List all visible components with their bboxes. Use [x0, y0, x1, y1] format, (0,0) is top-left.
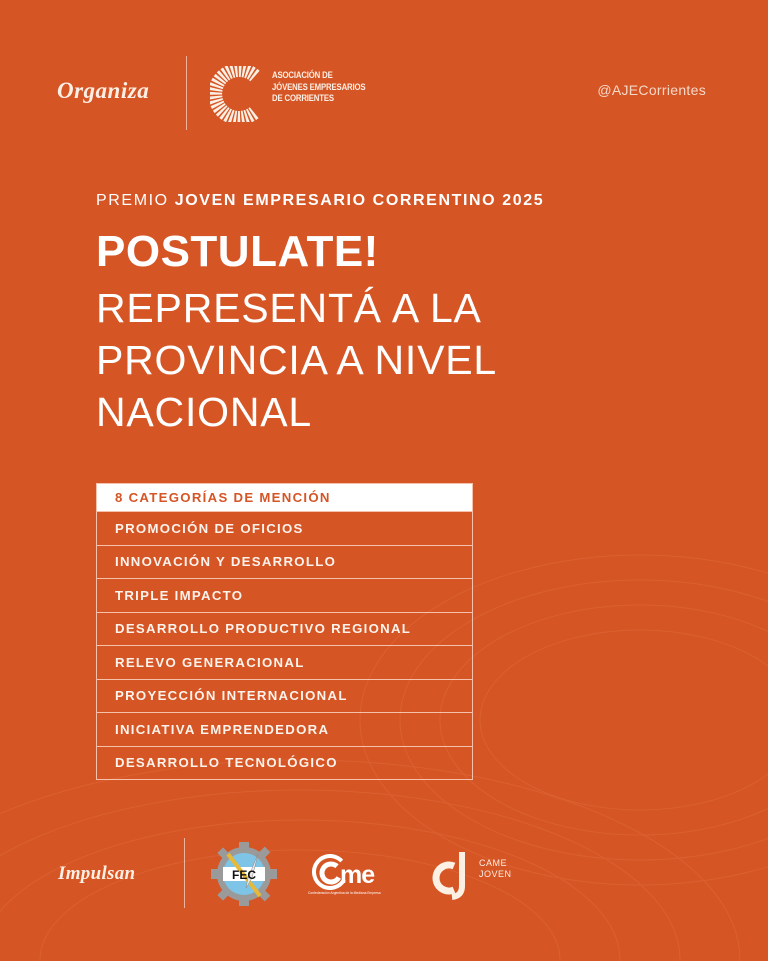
came-joven-name: CAME JOVEN — [479, 858, 512, 879]
aje-c-logo-icon — [210, 66, 266, 122]
footer-divider — [184, 838, 185, 908]
category-item: PROMOCIÓN DE OFICIOS — [97, 511, 472, 545]
subtitle: REPRESENTÁ A LA PROVINCIA A NIVEL NACIONAL — [96, 285, 497, 435]
categories-header: 8 CATEGORÍAS DE MENCIÓN — [97, 484, 472, 511]
social-handle: @AJECorrientes — [597, 82, 706, 98]
header-divider — [186, 56, 187, 130]
impulsan-label: Impulsan — [58, 863, 136, 884]
category-item: INNOVACIÓN Y DESARROLLO — [97, 545, 472, 579]
category-item: DESARROLLO PRODUCTIVO REGIONAL — [97, 612, 472, 646]
came-subtitle: Confederación Argentina de la Mediana Empresa — [308, 891, 381, 895]
organiza-label: Organiza — [57, 78, 150, 103]
svg-text:me: me — [340, 861, 375, 889]
category-item: PROYECCIÓN INTERNACIONAL — [97, 679, 472, 713]
categories-table — [96, 483, 473, 780]
came-joven-logo-icon — [432, 846, 474, 900]
fec-gear-logo-icon — [208, 840, 280, 908]
category-item: TRIPLE IMPACTO — [97, 578, 472, 612]
svg-text:FEC: FEC — [232, 868, 256, 882]
organizer-name: ASOCIACIÓN DE JÓVENES EMPRESARIOS DE CORRIENTES — [272, 70, 366, 104]
award-kicker: PREMIO JOVEN EMPRESARIO CORRENTINO 2025 — [96, 192, 545, 209]
main-title: POSTULATE! — [96, 227, 379, 276]
category-item: RELEVO GENERACIONAL — [97, 645, 472, 679]
category-item: DESARROLLO TECNOLÓGICO — [97, 746, 472, 780]
category-item: INICIATIVA EMPRENDEDORA — [97, 712, 472, 746]
